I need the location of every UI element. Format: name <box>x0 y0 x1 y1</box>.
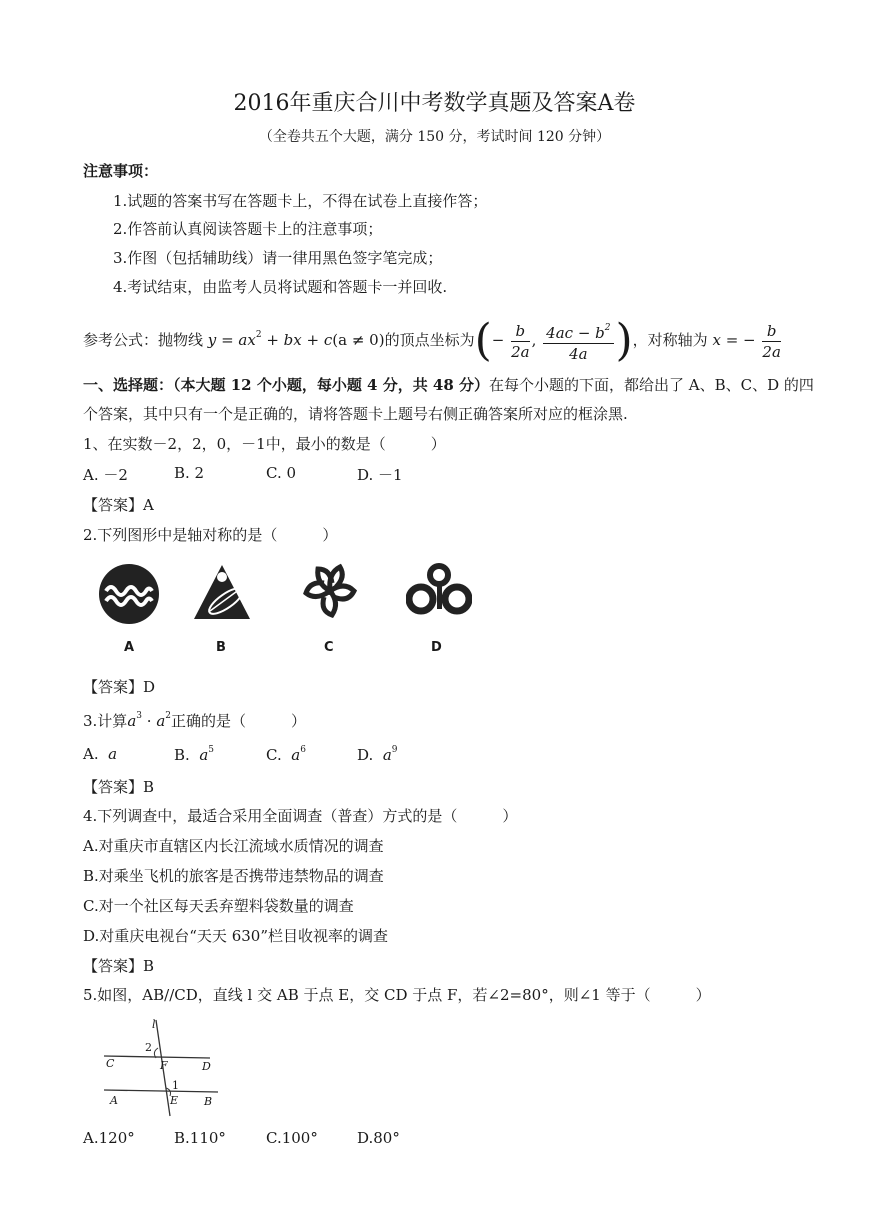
fraction-numerator <box>543 318 613 344</box>
fraction-denominator: 4a <box>569 345 588 363</box>
q3-exp1: 3 <box>136 711 142 721</box>
q3-stem-post: 正确的是（ ） <box>171 712 307 730</box>
q4-option-a: A.对重庆市直辖区内长江流域水质情况的调查 <box>83 837 384 855</box>
q5-option-b: B.110° <box>174 1129 226 1147</box>
q1-option-a: A. －2 <box>83 466 128 484</box>
three-circles-figure <box>406 563 472 619</box>
notice-item: 3.作图（包括辅助线）请一律用黑色签字笔完成； <box>113 249 443 267</box>
formula-vertex-text: 的顶点坐标为 <box>384 331 475 349</box>
notice-heading: 注意事项： <box>83 162 159 180</box>
point-label-c: C <box>106 1057 115 1070</box>
notice-item: 4.考试结束，由监考人员将试题和答题卡一并回收. <box>113 278 448 296</box>
reference-formula <box>83 310 783 366</box>
q5-stem: 5.如图，AB//CD，直线 l 交 AB 于点 E，交 CD 于点 F，若∠2=80°，则∠1 等于（ ） <box>83 986 711 1004</box>
fraction-numerator: b <box>762 321 781 342</box>
q3-exp2: 2 <box>165 711 172 721</box>
fraction-denominator: 2a <box>762 342 781 361</box>
page-title: 2016年重庆合川中考数学真题及答案A卷 <box>233 91 636 116</box>
formula-axis-text: ，对称轴为 <box>632 331 708 349</box>
formula-ax: ax <box>238 331 256 349</box>
point-label-b: B <box>204 1095 213 1108</box>
formula-eq: = <box>221 331 234 349</box>
line-label-l: l <box>152 1018 156 1031</box>
num-sq: 2 <box>604 323 611 333</box>
opt-exp: 5 <box>208 745 215 755</box>
notice-item: 1.试题的答案书写在答题卡上，不得在试卷上直接作答； <box>113 192 488 210</box>
q3-stem <box>83 710 306 731</box>
figure-label-c: C <box>324 640 334 655</box>
figure-label-a: A <box>124 640 135 655</box>
opt-exp: 6 <box>300 745 306 755</box>
exam-info: （全卷共五个大题，满分 150 分，考试时间 120 分钟） <box>258 129 611 145</box>
formula-prefix: 参考公式：抛物线 <box>83 331 204 349</box>
section-desc: 在每个小题的下面，都给出了 A、B、C、D 的四 <box>489 376 814 394</box>
angle-label-2: 2 <box>145 1041 152 1054</box>
q4-option-b: B.对乘坐飞机的旅客是否携带违禁物品的调查 <box>83 867 384 885</box>
q3-stem-pre: 3.计算 <box>83 712 128 730</box>
fraction-axis <box>762 321 781 362</box>
formula-minus: − <box>491 331 505 349</box>
angle-label-1: 1 <box>172 1079 179 1092</box>
section-heading <box>83 374 814 395</box>
q4-option-c: C.对一个社区每天丢弃塑料袋数量的调查 <box>83 897 354 915</box>
flower-figure <box>300 561 360 621</box>
section-title: 一、选择题：（本大题 12 个小题，每小题 4 分，共 48 分） <box>83 376 490 394</box>
wave-circle-figure <box>98 563 160 625</box>
formula-x: x <box>712 331 721 349</box>
fraction-numerator: b <box>511 321 530 342</box>
fraction-b-2a <box>511 321 530 362</box>
q1-option-d: D. －1 <box>357 466 403 484</box>
opt-base: a <box>108 745 118 763</box>
right-paren: ) <box>615 315 633 366</box>
opt-base: a <box>291 746 301 764</box>
figure-label-b: B <box>216 640 226 655</box>
formula-cond: (a ≠ 0) <box>332 331 385 349</box>
opt-label: B. <box>174 746 190 764</box>
opt-label: A. <box>83 745 99 763</box>
q3-option-b <box>174 745 214 764</box>
q4-option-d: D.对重庆电视台“天天 630”栏目收视率的调查 <box>83 927 388 945</box>
formula-c: c <box>323 331 333 349</box>
formula-sq: 2 <box>255 330 262 340</box>
q3-answer: 【答案】B <box>83 778 155 796</box>
q3-option-c <box>266 745 306 764</box>
q3-option-a <box>83 745 117 763</box>
q1-stem: 1、在实数－2，2，0，－1中，最小的数是（ ） <box>83 435 446 453</box>
formula-y: y <box>207 331 217 349</box>
formula-eq2: = − <box>725 331 756 349</box>
fraction-denominator: 2a <box>511 342 530 361</box>
opt-label: D. <box>357 746 374 764</box>
q5-option-d: D.80° <box>357 1129 400 1147</box>
q1-option-b: B. 2 <box>174 464 205 482</box>
fraction-4ac <box>543 318 613 364</box>
opt-exp: 9 <box>391 745 398 755</box>
section-desc-line2: 个答案，其中只有一个是正确的，请将答题卡上题号右侧正确答案所对应的框涂黑. <box>83 405 628 423</box>
opt-base: a <box>382 746 392 764</box>
formula-bx: + bx + <box>266 331 320 349</box>
notice-item: 2.作答前认真阅读答题卡上的注意事项； <box>113 220 383 238</box>
q4-answer: 【答案】B <box>83 957 155 975</box>
point-label-e: E <box>170 1094 179 1107</box>
point-label-f: F <box>160 1059 168 1072</box>
figure-label-d: D <box>431 640 442 655</box>
q1-answer: 【答案】A <box>83 496 154 514</box>
num-text: 4ac − b <box>546 324 605 342</box>
q5-option-a: A.120° <box>83 1129 135 1147</box>
q3-a1: a <box>127 712 137 730</box>
point-label-a: A <box>110 1094 118 1107</box>
q3-option-d <box>357 745 398 764</box>
opt-base: a <box>199 746 209 764</box>
q1-option-c: C. 0 <box>266 464 297 482</box>
q2-answer: 【答案】D <box>83 678 156 696</box>
q5-option-c: C.100° <box>266 1129 318 1147</box>
q2-stem: 2.下列图形中是轴对称的是（ ） <box>83 526 338 544</box>
opt-label: C. <box>266 746 282 764</box>
q4-stem: 4.下列调查中，最适合采用全面调查（普查）方式的是（ ） <box>83 807 518 825</box>
left-paren: ( <box>474 315 492 366</box>
point-label-d: D <box>202 1060 211 1073</box>
q3-dot: · <box>146 712 152 730</box>
formula-comma: , <box>531 331 537 349</box>
triangle-figure <box>192 563 252 621</box>
q3-a2: a <box>156 712 166 730</box>
